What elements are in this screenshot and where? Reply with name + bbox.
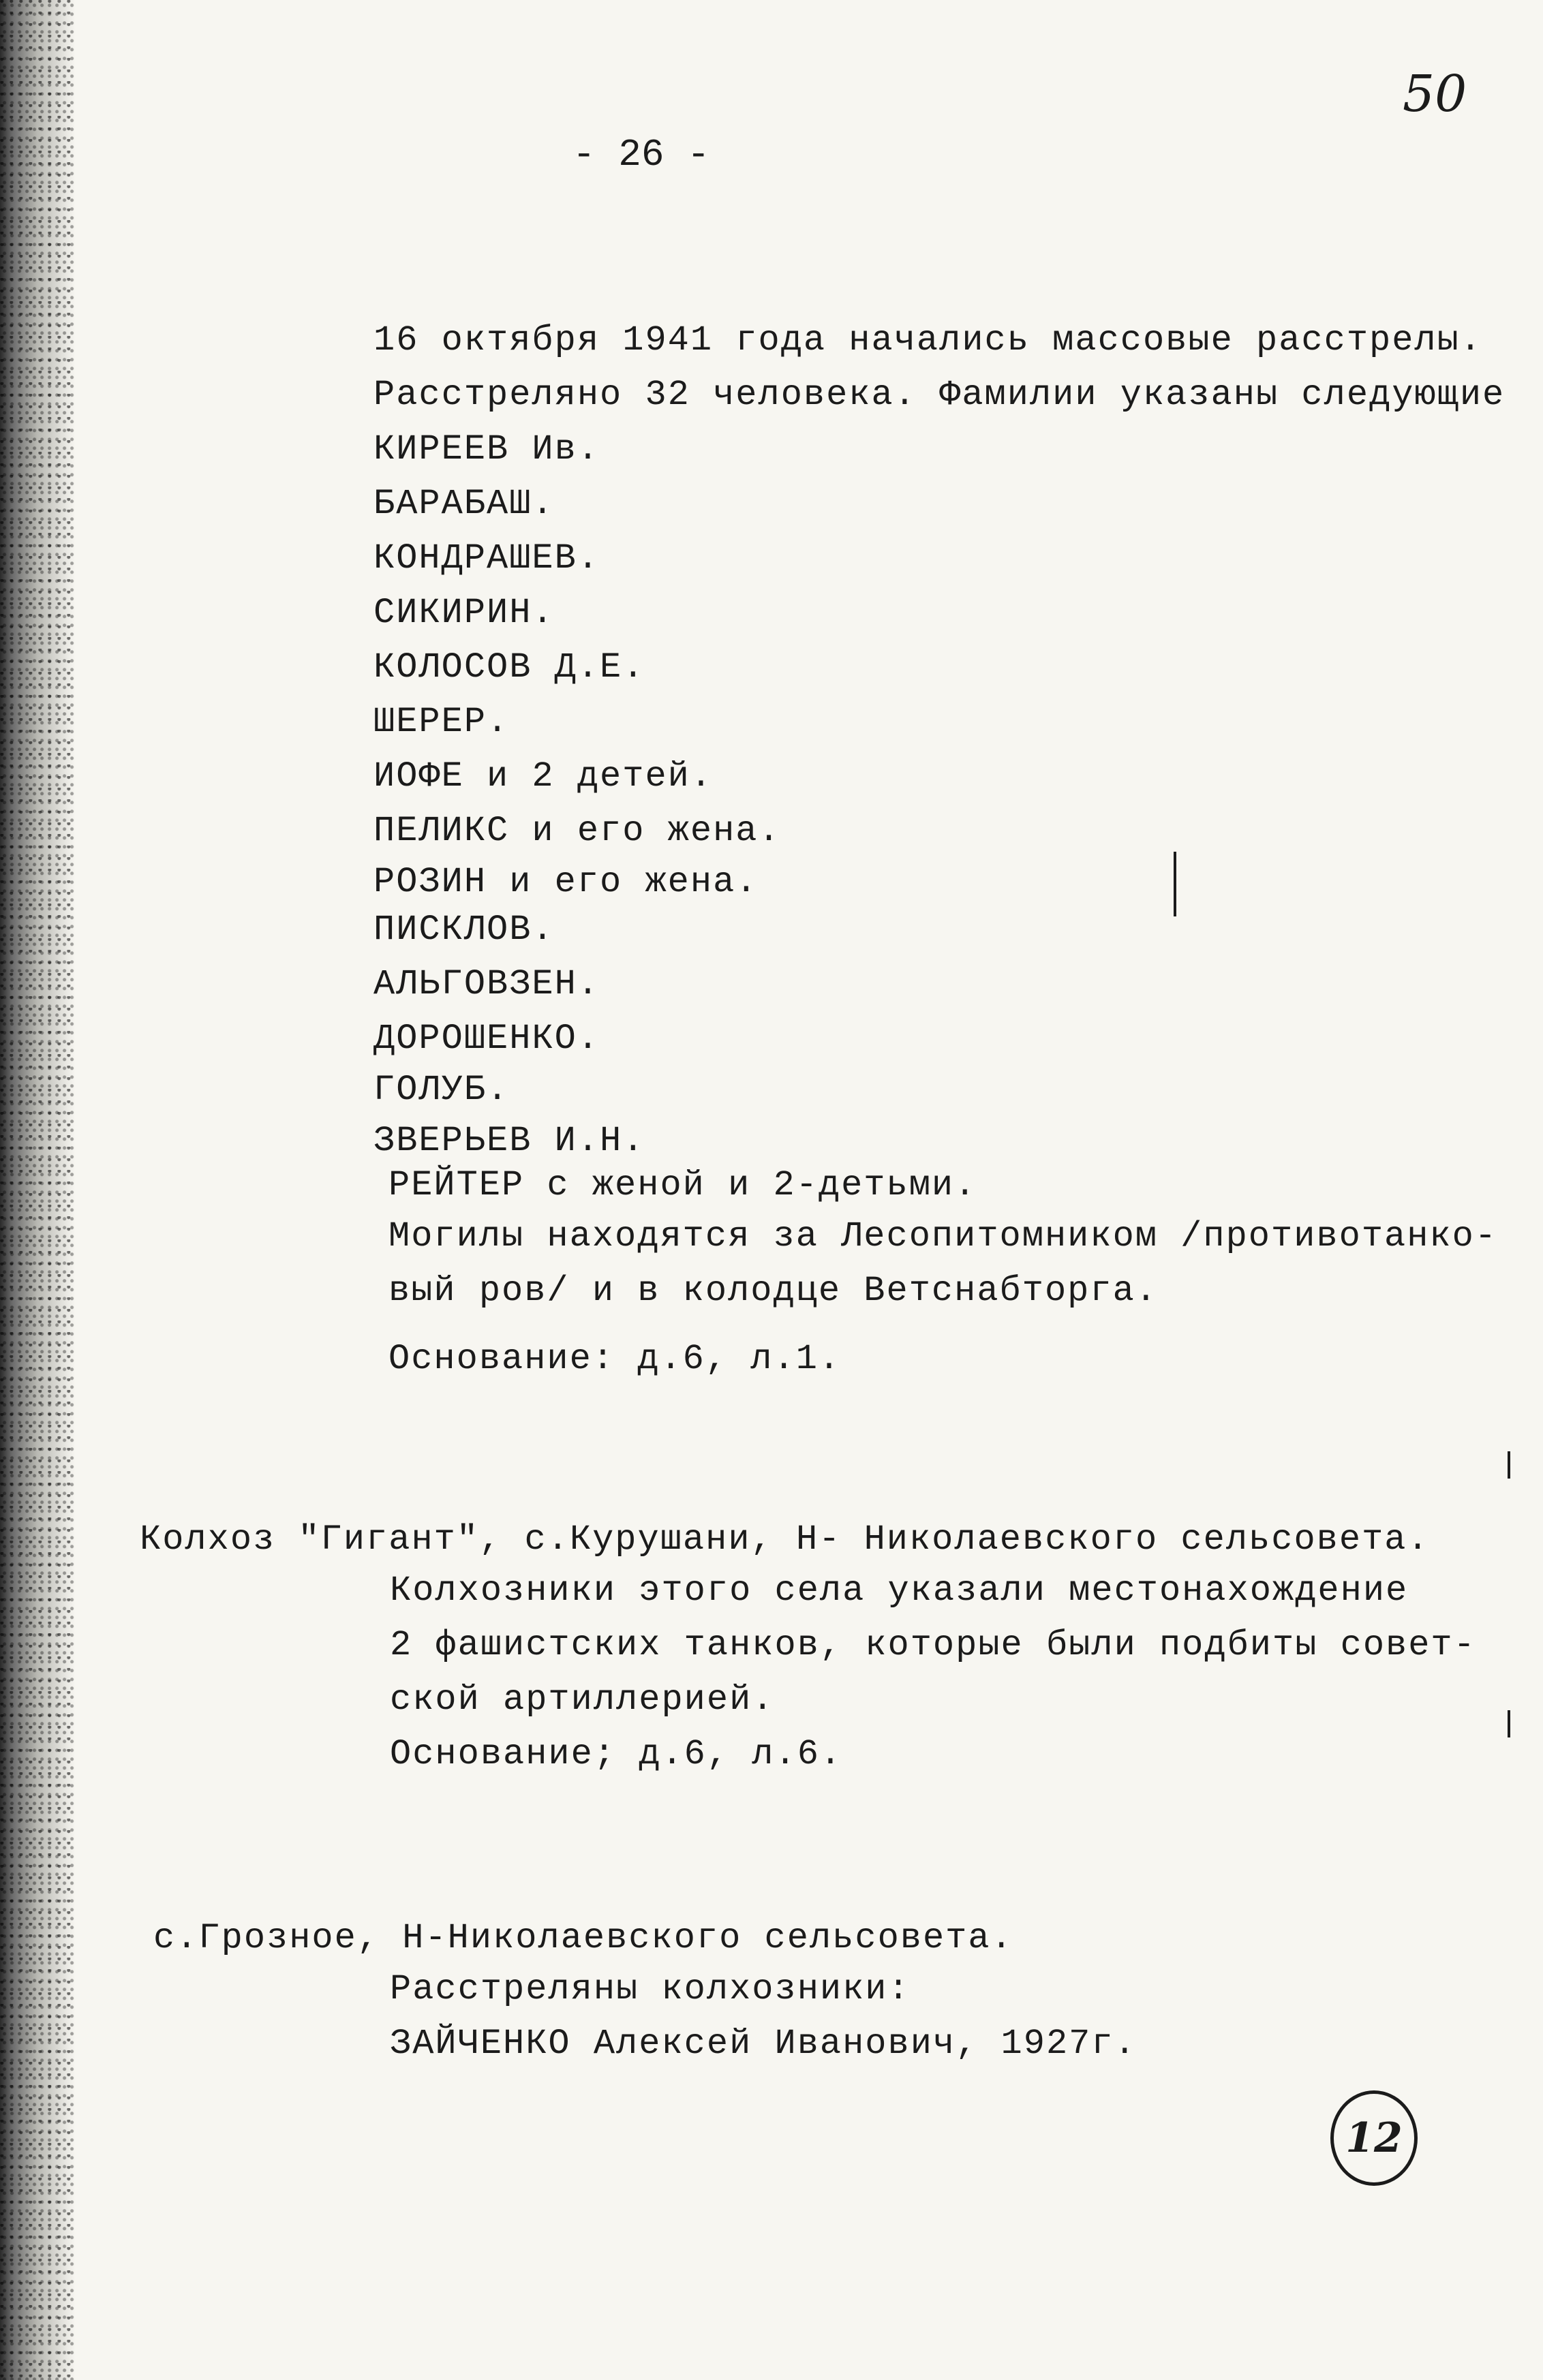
scan-edge-shadow — [0, 0, 75, 2380]
text-line: Основание: д.6, л.1. — [388, 1339, 842, 1379]
margin-pen-stroke — [1174, 852, 1176, 916]
text-line: КОНДРАШЕВ. — [373, 538, 600, 578]
text-line: ПЕЛИКС и его жена. — [373, 811, 781, 851]
text-line: БАРАБАШ. — [373, 484, 555, 524]
text-line: Могилы находятся за Лесопитомником /противотанко- — [388, 1216, 1498, 1256]
text-line: КОЛОСОВ Д.Е. — [373, 647, 645, 687]
right-margin-tick — [1508, 1710, 1510, 1737]
archive-sheet-number: 50 — [1403, 65, 1467, 123]
text-line: Основание; д.6, л.6. — [390, 1734, 843, 1774]
page-number: - 26 - — [572, 133, 710, 176]
text-line: СИКИРИН. — [373, 593, 555, 633]
text-line: 2 фашистских танков, которые были подбиты совет- — [390, 1625, 1476, 1665]
text-line: вый ров/ и в колодце Ветснабторга. — [388, 1271, 1158, 1311]
text-line: ЗВЕРЬЕВ И.Н. — [373, 1121, 645, 1161]
text-line: ШЕРЕР. — [373, 702, 510, 742]
text-line: 16 октября 1941 года начались массовые расстрелы. — [373, 320, 1483, 360]
text-line: Расстреляны колхозники: — [390, 1969, 911, 2009]
circled-sheet-mark: 12 — [1330, 2090, 1418, 2186]
text-line: Колхозники этого села указали местонахождение — [390, 1571, 1409, 1611]
text-line: ской артиллерией. — [390, 1680, 775, 1720]
text-line: с.Грозное, Н-Николаевского сельсовета. — [153, 1918, 1013, 1958]
text-line: Расстреляно 32 человека. Фамилии указаны следующие — [373, 375, 1506, 415]
text-line: ПИСКЛОВ. — [373, 910, 555, 950]
text-line: ИОФЕ и 2 детей. — [373, 756, 714, 797]
text-line: РЕЙТЕР с женой и 2-детьми. — [388, 1165, 977, 1205]
right-margin-tick — [1508, 1451, 1510, 1479]
text-line: ЗАЙЧЕНКО Алексей Иванович, 1927г. — [390, 2024, 1137, 2064]
text-line: КИРЕЕВ Ив. — [373, 429, 600, 469]
text-line: ГОЛУБ. — [373, 1070, 510, 1110]
text-line: АЛЬГОВЗЕН. — [373, 964, 600, 1004]
text-line: РОЗИН и его жена. — [373, 862, 759, 902]
text-line: ДОРОШЕНКО. — [373, 1019, 600, 1059]
text-line: Колхоз "Гигант", с.Курушани, Н- Николаевского сельсовета. — [140, 1519, 1430, 1560]
